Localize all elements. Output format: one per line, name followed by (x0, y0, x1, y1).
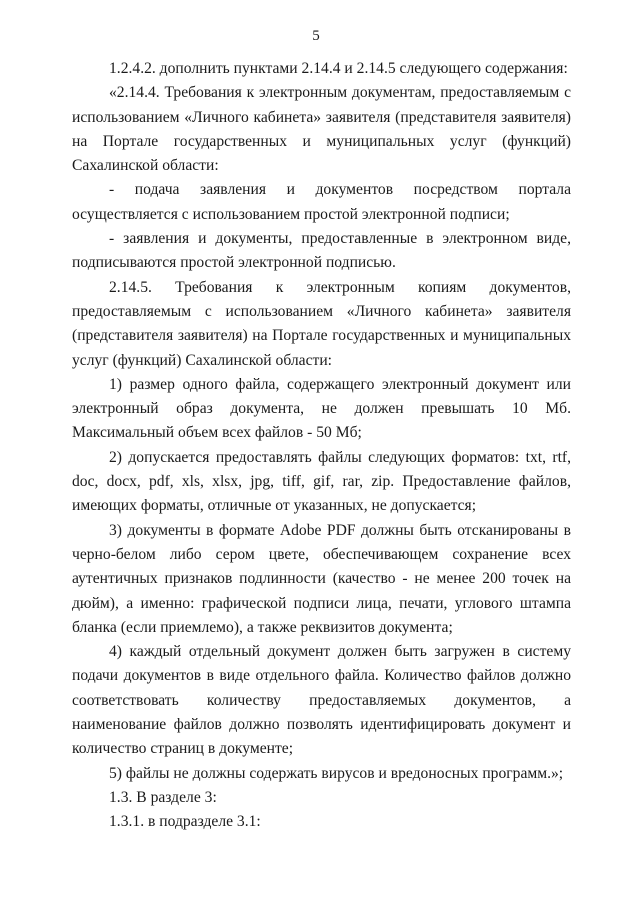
paragraph-item-3-pdf-scanning: 3) документы в формате Adobe PDF должны быть отсканированы в черно-белом либо сером цвете, обеспечивающем сохранение всех аутентичных признаков подлинности (качество - не менее 200 точек на дюйм), а именно: графической подписи лица, печати, углового штампа бланка (если приемлемо), а также реквизитов документа; (72, 521, 571, 636)
paragraph-item-4-separate-files: 4) каждый отдельный документ должен быть загружен в систему подачи документов в виде отдельного файла. Количество файлов должно соответствовать количеству предоставляемых документов, а наименование файлов должно позволять идентифицировать документ и количество страниц в документе; (72, 643, 571, 758)
paragraph-item-5-no-viruses: 5) файлы не должны содержать вирусов и вредоносных программ.»; (109, 764, 564, 782)
paragraph-1-3: 1.3. В разделе 3: (109, 788, 217, 806)
document-body (72, 57, 571, 835)
paragraph-1-3-1: 1.3.1. в подразделе 3.1: (109, 813, 261, 831)
paragraph-bullet-signed-documents: - заявления и документы, предоставленные в электронном виде, подписываются простой электронной подписью. (72, 230, 571, 272)
page-number: 5 (312, 28, 320, 44)
paragraph-2-14-4: «2.14.4. Требования к электронным документам, предоставляемым с использованием «Личного кабинета» заявителя (представителя заявителя) на Портале государственных и муниципальных услуг (функций) Сахалинской области: (72, 84, 571, 175)
paragraph-2-14-5: 2.14.5. Требования к электронным копиям документов, предоставляемым с использованием «Личного кабинета» заявителя (представителя заявителя) на Портале государственных и муниципальных услуг (функций) Сахалинской области: (72, 278, 571, 369)
paragraph-item-2-file-formats: 2) допускается предоставлять файлы следующих форматов: txt, rtf, doc, docx, pdf, xls, xlsx, jpg, tiff, gif, rar, zip. Предоставление файлов, имеющих форматы, отличные от указанных, не допускается; (72, 448, 571, 515)
paragraph-bullet-signature-submission: - подача заявления и документов посредством портала осуществляется с использованием простой электронной подписи; (72, 181, 571, 223)
paragraph-1-2-4-2: 1.2.4.2. дополнить пунктами 2.14.4 и 2.14.5 следующего содержания: (109, 60, 568, 77)
paragraph-item-1-file-size: 1) размер одного файла, содержащего электронный документ или электронный образ документа, не должен превышать 10 Мб. Максимальный объем всех файлов - 50 Мб; (72, 375, 571, 442)
